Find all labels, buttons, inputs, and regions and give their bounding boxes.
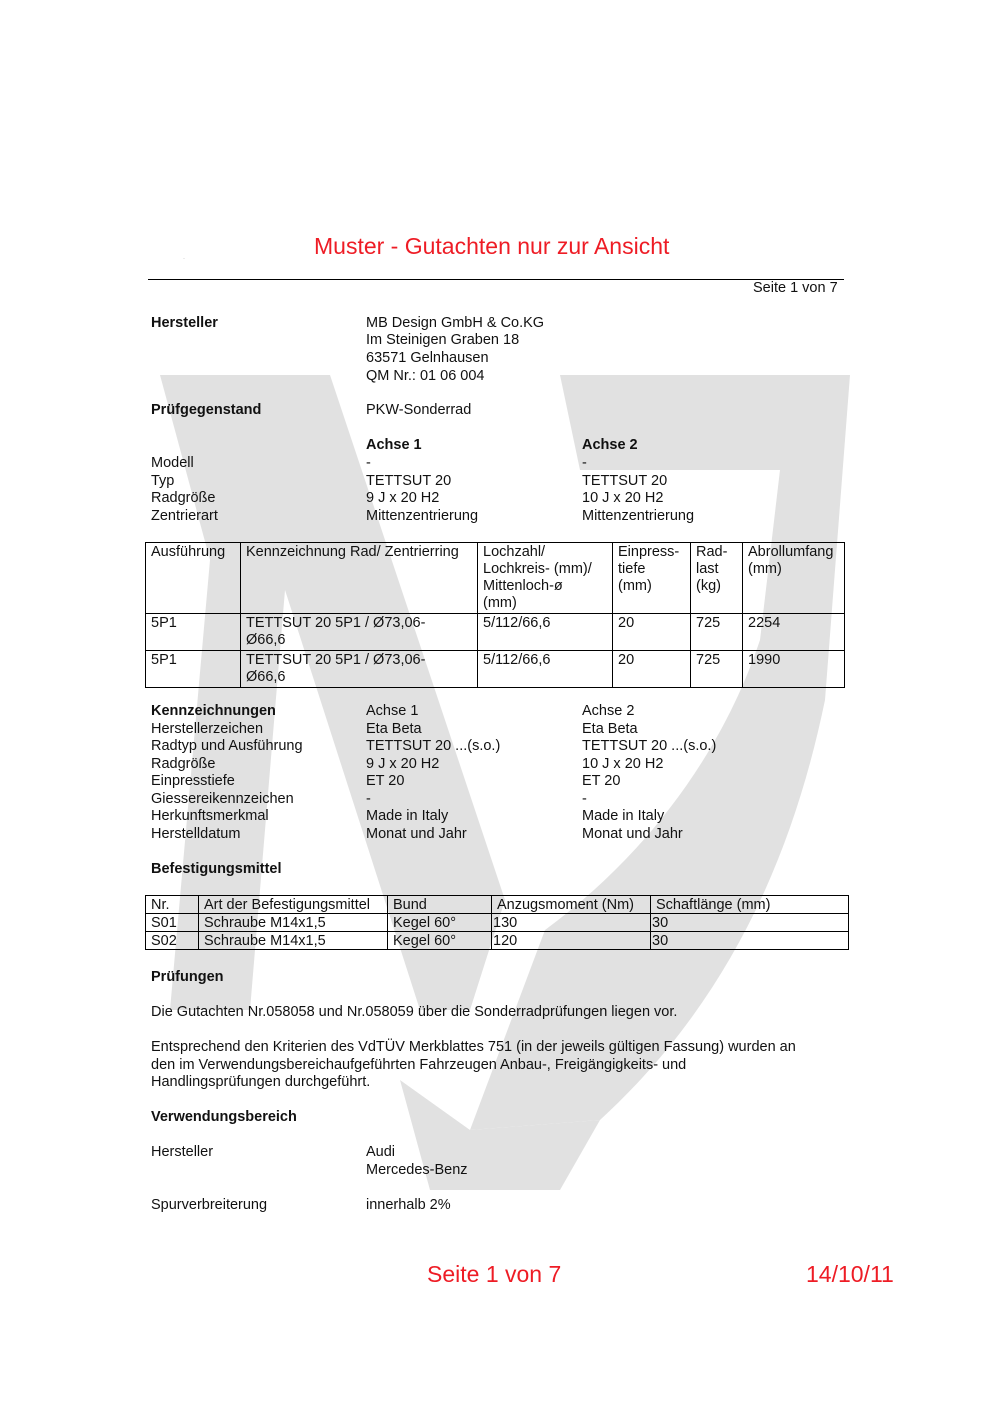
table-cell: 725 [691, 651, 743, 688]
markings-heading: Kennzeichnungen [151, 703, 276, 719]
table-header-cell: Ausführung [146, 543, 241, 614]
tests-paragraph-line: Entsprechend den Kriterien des VdTÜV Merkblattes 751 (in der jeweils gültigen Fassung) wurden an [151, 1039, 796, 1055]
usage-manufacturer: Mercedes-Benz [366, 1162, 468, 1178]
table-cell: 5/112/66,6 [478, 651, 613, 688]
footer-date: 14/10/11 [806, 1261, 894, 1287]
table-cell: S02 [146, 932, 199, 950]
table-header-cell: Abrollumfang (mm) [743, 543, 845, 614]
table-cell: 120 [492, 932, 651, 950]
table-cell: 20 [613, 614, 691, 651]
tests-paragraph-line: den im Verwendungsbereichaufgeführten Fahrzeugen Anbau-, Freigängigkeits- und [151, 1057, 687, 1073]
table-header-cell: Art der Befestigungsmittel [199, 896, 388, 914]
table-cell: Schraube M14x1,5 [199, 914, 388, 932]
variants-table [145, 542, 845, 688]
marking-label: Einpresstiefe [151, 773, 235, 789]
marking-axle1-value: TETTSUT 20 ...(s.o.) [366, 738, 501, 754]
header-page-number: Seite 1 von 7 [753, 280, 838, 296]
marking-axle2-value: Monat und Jahr [582, 826, 683, 842]
usage-manufacturer: Audi [366, 1144, 396, 1160]
axle1-value: Mittenzentrierung [366, 508, 479, 524]
axle1-value: 9 J x 20 H2 [366, 490, 440, 506]
markings-axle2-heading: Achse 2 [582, 703, 635, 719]
marking-axle2-value: Made in Italy [582, 808, 665, 824]
marking-axle1-value: Made in Italy [366, 808, 449, 824]
table-row [146, 614, 845, 651]
table-header-cell: Nr. [146, 896, 199, 914]
test-object-label: Prüfgegenstand [151, 402, 262, 418]
table-header-row [146, 896, 849, 914]
marking-label: Herstellerzeichen [151, 721, 264, 737]
marking-label: Herstelldatum [151, 826, 241, 842]
marking-axle2-value: - [582, 791, 587, 807]
table-header-cell: Lochzahl/ Lochkreis- (mm)/ Mittenloch-ø (mm) [478, 543, 613, 614]
table-header-cell: Anzugsmoment (Nm) [492, 896, 651, 914]
axle1-value: TETTSUT 20 [366, 473, 452, 489]
manufacturer-line: Im Steinigen Graben 18 [366, 332, 520, 348]
table-cell: Kegel 60° [388, 914, 492, 932]
marking-axle1-value: 9 J x 20 H2 [366, 756, 440, 772]
table-cell: Kegel 60° [388, 932, 492, 950]
table-cell: TETTSUT 20 5P1 / Ø73,06- Ø66,6 [241, 614, 478, 651]
marking-axle1-value: ET 20 [366, 773, 405, 789]
table-cell: 5/112/66,6 [478, 614, 613, 651]
table-cell: 30 [651, 932, 849, 950]
table-cell: Schraube M14x1,5 [199, 932, 388, 950]
usage-manufacturer-label: Hersteller [151, 1144, 214, 1160]
axle1-heading: Achse 1 [366, 437, 422, 453]
marking-label: Radtyp und Ausführung [151, 738, 303, 754]
table-cell: 20 [613, 651, 691, 688]
table-row [146, 932, 849, 950]
tests-heading: Prüfungen [151, 969, 224, 985]
manufacturer-label: Hersteller [151, 315, 218, 331]
axle1-value: - [366, 455, 371, 471]
axle-row-label: Modell [151, 455, 194, 471]
marking-axle1-value: Eta Beta [366, 721, 422, 737]
table-cell: 1990 [743, 651, 845, 688]
header-dot: · [183, 256, 185, 262]
marking-label: Herkunftsmerkmal [151, 808, 269, 824]
table-cell: 30 [651, 914, 849, 932]
axle2-value: TETTSUT 20 [582, 473, 668, 489]
marking-axle1-value: Monat und Jahr [366, 826, 467, 842]
marking-axle1-value: - [366, 791, 371, 807]
axle2-value: - [582, 455, 587, 471]
table-header-cell: Schaftlänge (mm) [651, 896, 849, 914]
table-header-cell: Einpress- tiefe (mm) [613, 543, 691, 614]
table-header-cell: Rad- last (kg) [691, 543, 743, 614]
axle-row-label: Zentrierart [151, 508, 218, 524]
axle2-heading: Achse 2 [582, 437, 638, 453]
track-widening-value: innerhalb 2% [366, 1197, 451, 1213]
table-cell: 725 [691, 614, 743, 651]
table-cell: 130 [492, 914, 651, 932]
markings-axle1-heading: Achse 1 [366, 703, 419, 719]
axle-row-label: Typ [151, 473, 175, 489]
table-row [146, 914, 849, 932]
marking-label: Giessereikennzeichen [151, 791, 294, 807]
table-cell: 5P1 [146, 651, 241, 688]
axle-row-label: Radgröße [151, 490, 216, 506]
tests-paragraph-line: Handlingsprüfungen durchgeführt. [151, 1074, 371, 1090]
table-header-cell: Bund [388, 896, 492, 914]
axle2-value: Mittenzentrierung [582, 508, 695, 524]
fasteners-heading: Befestigungsmittel [151, 861, 282, 877]
marking-axle2-value: ET 20 [582, 773, 621, 789]
track-widening-label: Spurverbreiterung [151, 1197, 268, 1213]
marking-axle2-value: 10 J x 20 H2 [582, 756, 664, 772]
tests-paragraph: Die Gutachten Nr.058058 und Nr.058059 über die Sonderradprüfungen liegen vor. [151, 1004, 678, 1020]
usage-heading: Verwendungsbereich [151, 1109, 297, 1125]
table-header-cell: Kennzeichnung Rad/ Zentrierring [241, 543, 478, 614]
footer-page-number: Seite 1 von 7 [427, 1261, 562, 1287]
marking-axle2-value: TETTSUT 20 ...(s.o.) [582, 738, 717, 754]
table-cell: 5P1 [146, 614, 241, 651]
table-row [146, 651, 845, 688]
manufacturer-line: MB Design GmbH & Co.KG [366, 315, 545, 331]
marking-label: Radgröße [151, 756, 216, 772]
table-cell: TETTSUT 20 5P1 / Ø73,06- Ø66,6 [241, 651, 478, 688]
table-cell: S01 [146, 914, 199, 932]
manufacturer-line: 63571 Gelnhausen [366, 350, 489, 366]
test-object-value: PKW-Sonderrad [366, 402, 472, 418]
table-cell: 2254 [743, 614, 845, 651]
marking-axle2-value: Eta Beta [582, 721, 638, 737]
fasteners-table [145, 895, 849, 950]
header-rule [148, 279, 844, 280]
document-watermark-title: Muster - Gutachten nur zur Ansicht [314, 233, 670, 259]
manufacturer-line: QM Nr.: 01 06 004 [366, 368, 485, 384]
axle2-value: 10 J x 20 H2 [582, 490, 664, 506]
table-header-row [146, 543, 845, 614]
